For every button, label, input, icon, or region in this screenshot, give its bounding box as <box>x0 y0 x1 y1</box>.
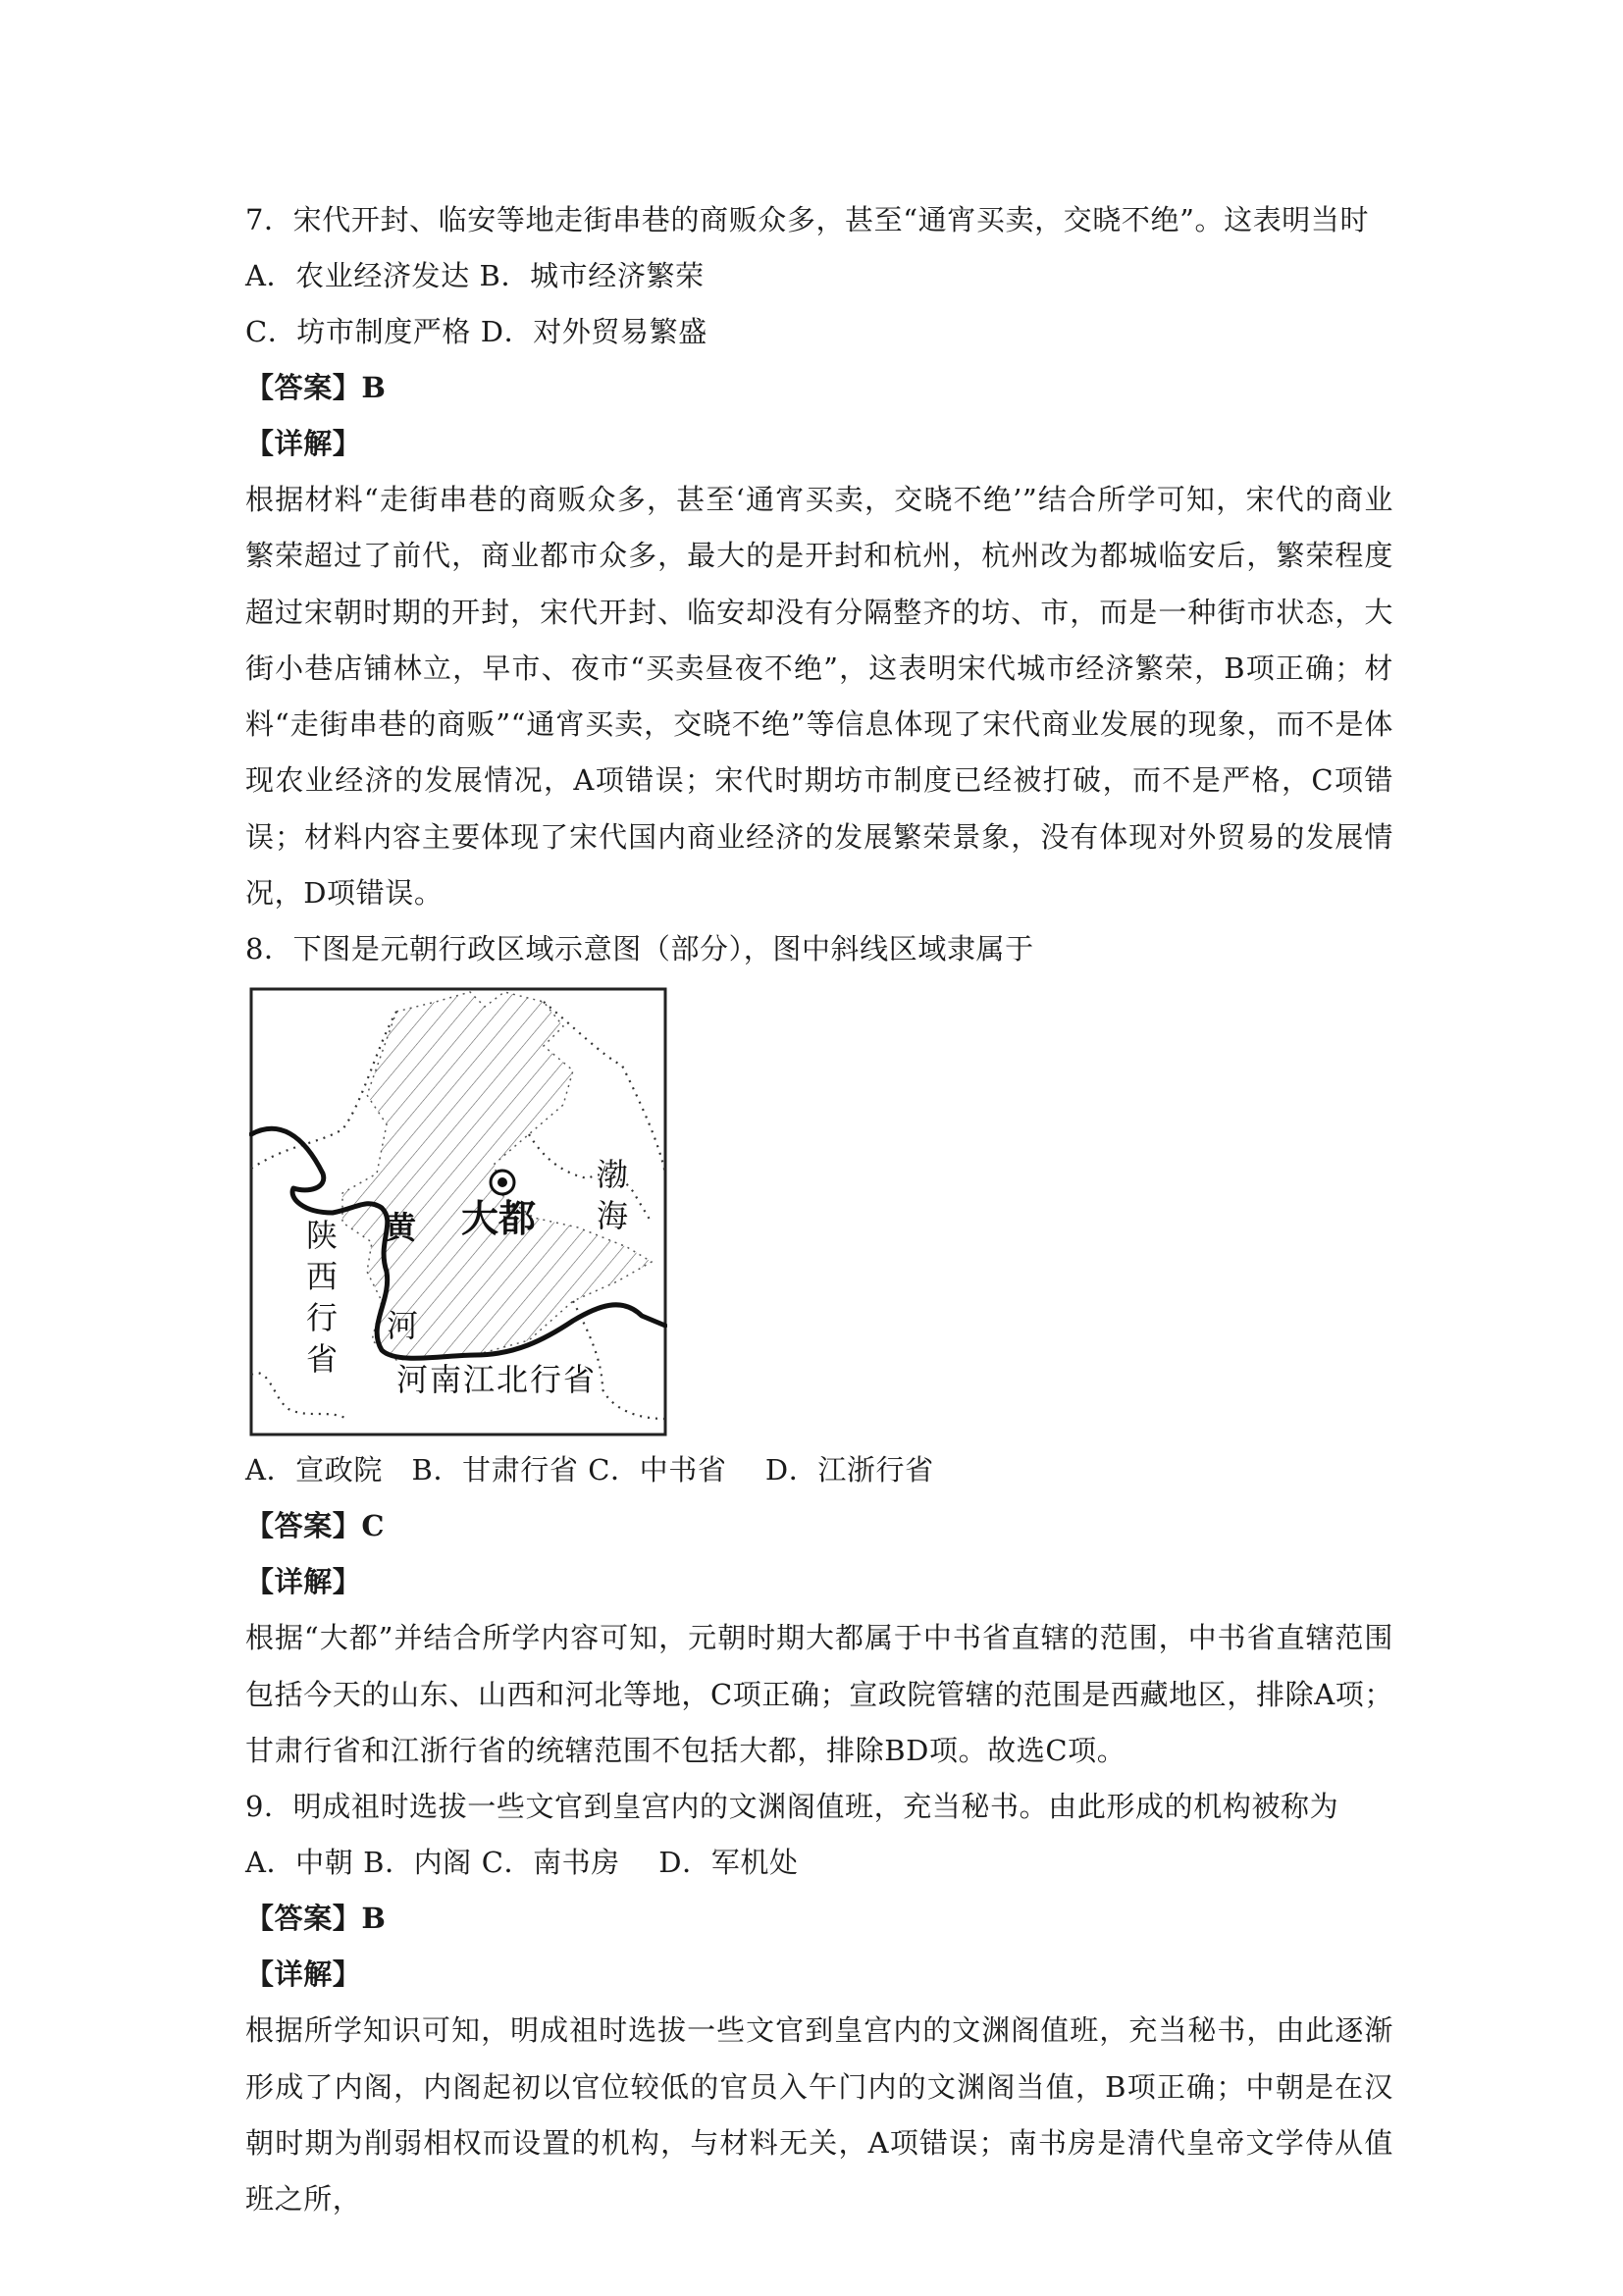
q8-detail-label: 【详解】 <box>245 1565 362 1599</box>
capital-marker-inner <box>497 1177 507 1187</box>
map-label-shaanxi-province: 陕西行省 <box>305 1217 338 1379</box>
q8-options: A．宣政院 B．甘肃行省 C．中书省 D．江浙行省 <box>245 1453 934 1487</box>
q7-answer: 【答案】B <box>245 371 387 404</box>
q9-detail-label: 【详解】 <box>245 1957 362 1992</box>
q8-answer: 【答案】C <box>245 1509 386 1543</box>
q7-detail: 根据材料“走街串巷的商贩众多，甚至‘通宵买卖，交晓不绝’”结合所学可知，宋代的商业繁荣超过了前代，商业都市众多，最大的是开封和杭州，杭州改为都城临安后，繁荣程度超过宋朝时期的开封，宋代开封、临安却没有分隔整齐的坊、市，而是一种街市状态，大街小巷店铺林立，早市、夜市“买卖昼夜不绝”，这表明宋代城市经济繁荣，B项正确；材料“走街串巷的商贩”“通宵买卖，交晓不绝”等信息体现了宋代商业发展的现象，而不是体现农业经济的发展情况，A项错误；宋代时期坊市制度已经被打破，而不是严格，C项错误；材料内容主要体现了宋代国内商业经济的发展繁荣景象，没有体现对外贸易的发展情况，D项错误。 <box>245 483 1393 911</box>
yuan-map-figure <box>249 987 667 1436</box>
q8-detail: 根据“大都”并结合所学内容可知，元朝时期大都属于中书省直辖的范围，中书省直辖范围包括今天的山东、山西和河北等地，C项正确；宣政院管辖的范围是西藏地区，排除A项；甘肃行省和江浙行省的统辖范围不包括大都，排除BD项。故选C项。 <box>245 1621 1393 1767</box>
q7-options-cd: C．坊市制度严格 D．对外贸易繁盛 <box>245 315 707 348</box>
boundary-southwest <box>251 1374 347 1420</box>
map-label-river-top: 黄 <box>385 1209 417 1247</box>
q7-detail-label: 【详解】 <box>245 427 362 460</box>
q9-stem: 9．明成祖时选拔一些文官到皇宫内的文渊阁值班，充当秘书。由此形成的机构被称为 <box>245 1790 1339 1824</box>
boundary-coast <box>529 1134 652 1223</box>
q8-stem: 8．下图是元朝行政区域示意图（部分），图中斜线区域隶属于 <box>245 932 1034 966</box>
document-page <box>245 192 1393 2227</box>
q9-detail: 根据所学知识可知，明成祖时选拔一些文官到皇宫内的文渊阁值班，充当秘书，由此逐渐形成了内阁，内阁起初以官位较低的官员入午门内的文渊阁当值，B项正确；中朝是在汉朝时期为削弱相权而设置的机构，与材料无关，A项错误；南书房是清代皇帝文学侍从值班之所， <box>245 2013 1393 2217</box>
map-label-capital: 大都 <box>461 1197 537 1241</box>
q9-options: A．中朝 B．内阁 C．南书房 D．军机处 <box>245 1846 799 1880</box>
q7-stem: 7．宋代开封、临安等地走街串巷的商贩众多，甚至“通宵买卖，交晓不绝”。这表明当时 <box>245 203 1370 236</box>
map-label-river-bottom: 河 <box>387 1307 419 1345</box>
q9-answer: 【答案】B <box>245 1902 387 1936</box>
q7-options-ab: A．农业经济发达 B．城市经济繁荣 <box>245 259 705 292</box>
map-label-henan-jiangbei-province: 河南江北行省 <box>396 1361 598 1399</box>
map-label-sea: 渤海 <box>596 1156 628 1235</box>
